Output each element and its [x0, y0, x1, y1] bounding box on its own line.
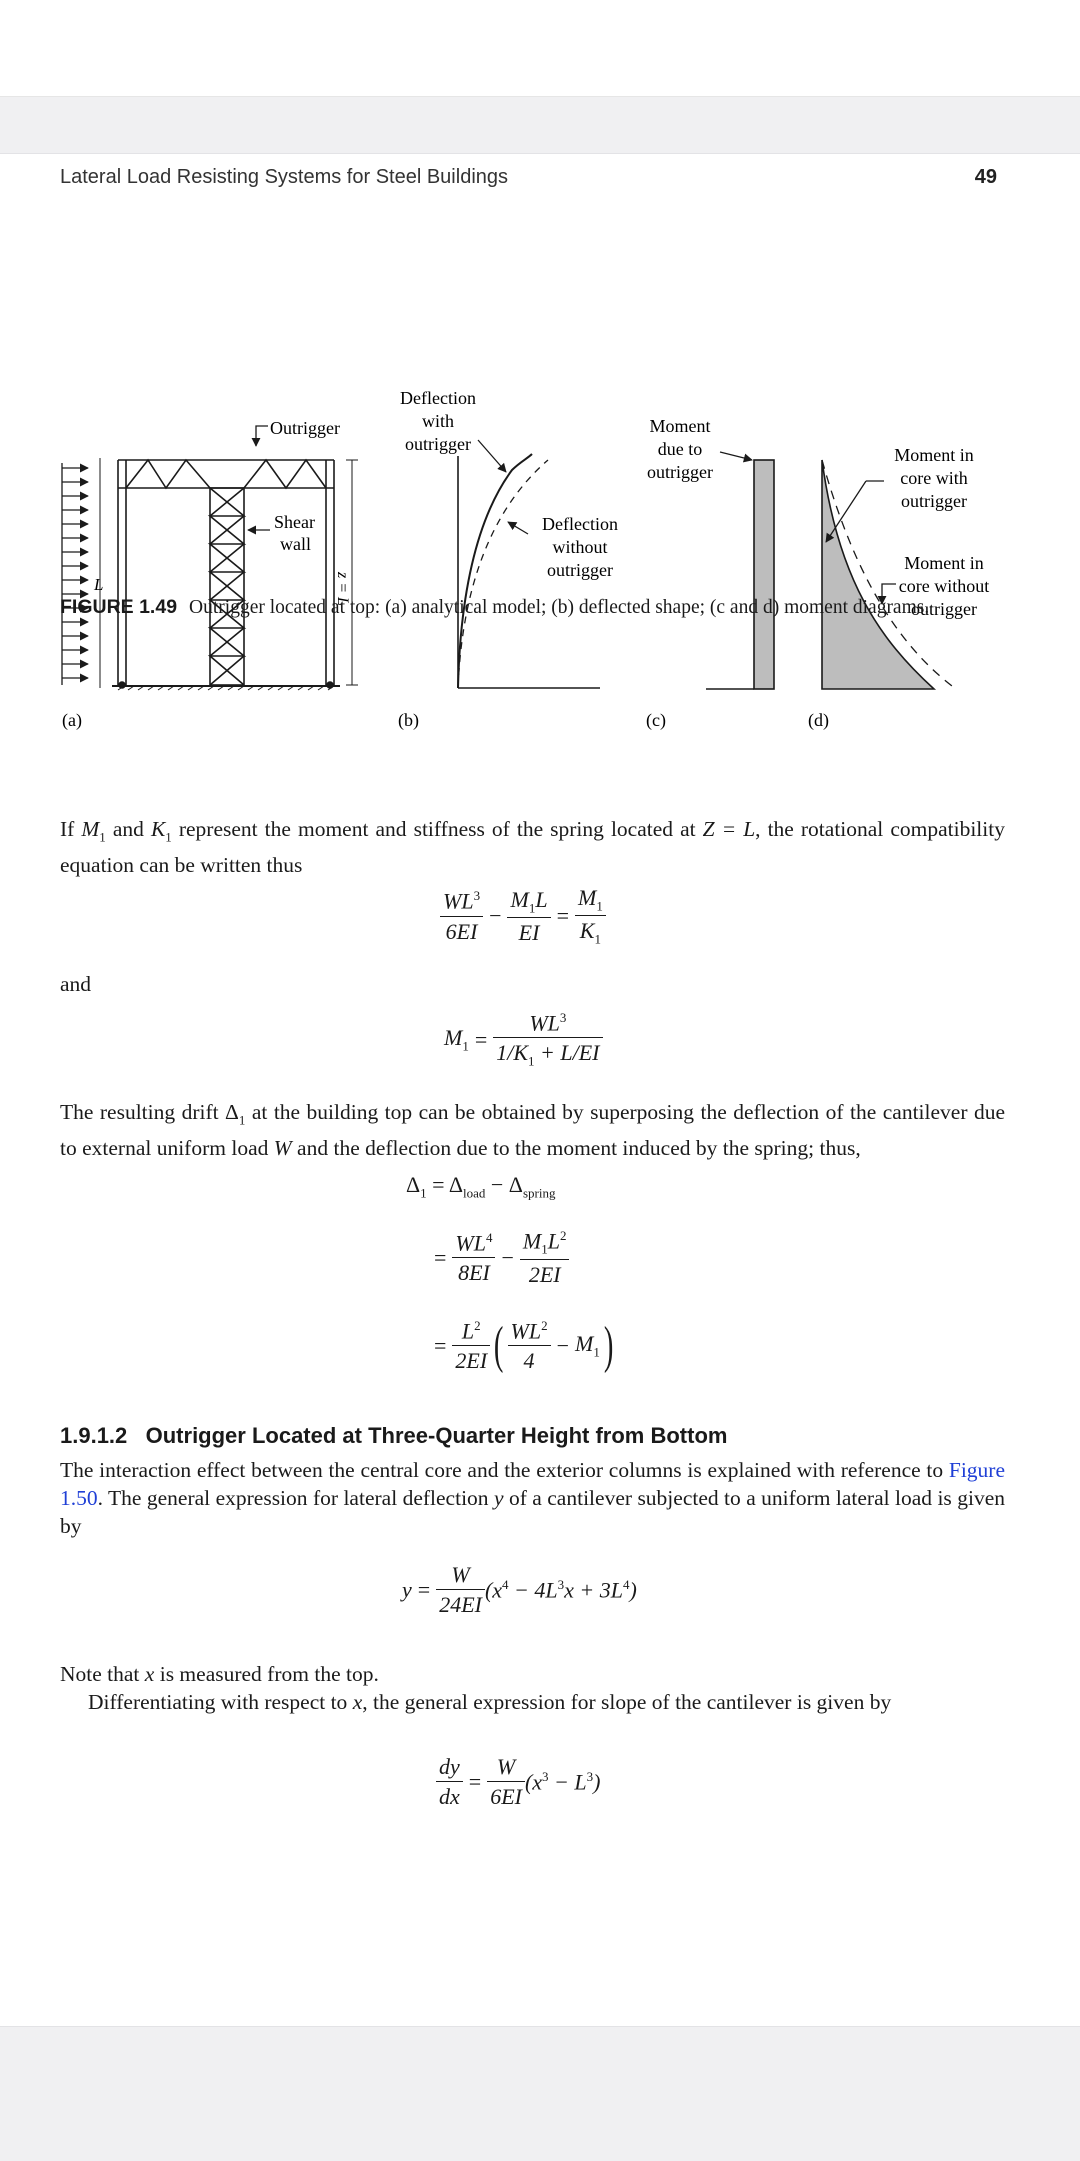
caption-text: Outrigger located at top: (a) analytical model; (b) deflected shape; (c and d) moment diagrams. [189, 597, 930, 618]
equation-deflection: y = $\frac{W}{24EI}$ $(x^4 - 4L^3x + 3L^4)$ [402, 1562, 637, 1617]
differentiating-text: Differentiating with respect to x, the general expression for slope of the cantilever is given by [88, 1690, 892, 1714]
equation-drift-2: = $\frac{WL^4}{8EI}$ − $\frac{M_1L^2}{2EI}$ [434, 1228, 569, 1288]
paragraph-drift: The resulting drift $\Delta_1$ at the building top can be obtained by superposing the deflection of the cantilever due to external uniform load W and the deflection due to the moment induced by the spring; thus, [60, 1100, 1005, 1161]
label-outrigger: Outrigger [270, 418, 340, 438]
label-z-eq-L: z = L [334, 572, 351, 606]
equation-drift-3: = $\frac{L^2}{2EI}$ ( $\frac{WL^2}{4}$ − $M_1$) [434, 1317, 614, 1375]
label-deflection-without-3: outrigger [547, 560, 613, 580]
label-shear-2: wall [280, 534, 311, 554]
label-moment-core-without-3: outrigger [911, 599, 977, 619]
wind-load-arrows [62, 463, 88, 685]
equation-M1: $M_1$ = $\frac{WL^3}{1/K_1 + L/EI}$ [444, 1010, 603, 1070]
label-moment-due-3: outrigger [647, 462, 713, 482]
bottom-gap-band [0, 2026, 1080, 2161]
panel-label-d: (d) [808, 710, 829, 730]
text-and: and [60, 972, 92, 996]
panel-a-analytical-model [62, 426, 358, 690]
label-moment-due-1: Moment [649, 416, 711, 436]
equation-drift-1: $\Delta_1 = \Delta_{load} - \Delta_{spring}$ [406, 1172, 556, 1201]
label-deflection-without-1: Deflection [542, 514, 618, 534]
paragraph-interaction: The interaction effect between the central core and the exterior columns is explained with reference to Figure 1.50. The general expression for lateral deflection y of a cantilever subjected to a uniform lateral load is given by [60, 1458, 1005, 1538]
label-moment-core-without-2: core without [898, 576, 990, 596]
label-deflection-with-2: with [421, 411, 455, 431]
label-shear-1: Shear [274, 512, 315, 532]
equation-compatibility: $\frac{WL^3}{6EI}$ − $\frac{M_1L}{EI}$ = $\frac{M_1}{K_1}$ [440, 885, 606, 948]
label-deflection-without-2: without [552, 537, 608, 557]
label-moment-core-without-1: Moment in [904, 553, 984, 573]
label-moment-core-with-2: core with [900, 468, 968, 488]
running-head: Lateral Load Resisting Systems for Steel Buildings [60, 166, 509, 188]
label-L: L [94, 575, 104, 594]
panel-label-c: (c) [646, 710, 666, 730]
page-number: 49 [974, 166, 997, 188]
label-moment-core-with-3: outrigger [901, 491, 967, 511]
panel-c-moment-outrigger [706, 452, 774, 689]
panel-label-a: (a) [62, 710, 82, 730]
link-figure-1-50[interactable]: Figure 1.50 [60, 1458, 1005, 1510]
caption-label: FIGURE 1.49 [60, 596, 178, 618]
panel-label-b: (b) [398, 710, 419, 730]
figure-caption [60, 596, 1020, 619]
label-deflection-with-3: outrigger [405, 434, 471, 454]
label-deflection-with-1: Deflection [400, 388, 476, 408]
section-heading: 1.9.1.2 Outrigger Located at Three-Quarter Height from Bottom [60, 1423, 728, 1448]
label-moment-core-with-1: Moment in [894, 445, 974, 465]
equation-slope: $\frac{dy}{dx}$ = $\frac{W}{6EI}$ $(x^3 - L^3)$ [436, 1754, 600, 1810]
label-moment-due-2: due to [657, 439, 703, 459]
figure-1-49 [0, 0, 1080, 760]
note-text: Note that x is measured from the top. [60, 1662, 379, 1686]
paragraph-rotational-compatibility: If $M_1$ and $K_1$ represent the moment and stiffness of the spring located at Z = L, the rotational compatibility equation can be written thus [60, 817, 1005, 878]
